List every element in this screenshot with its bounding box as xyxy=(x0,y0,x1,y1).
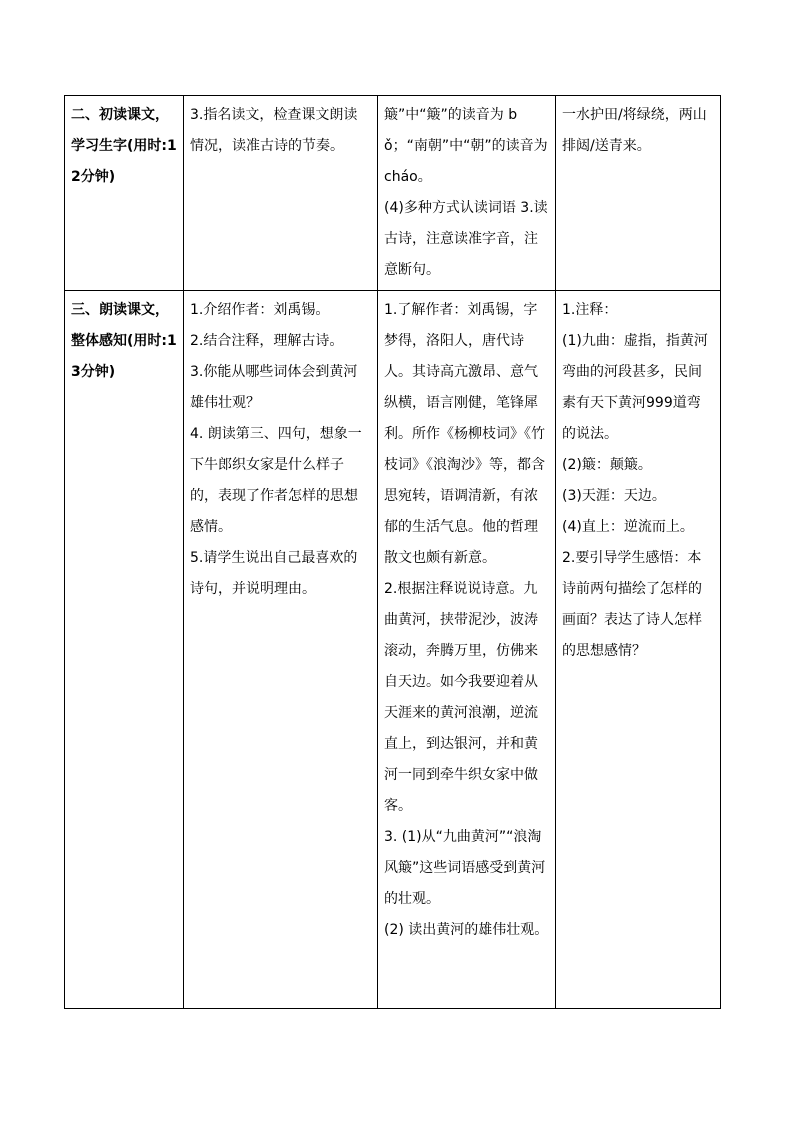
student-activity-cell xyxy=(378,96,556,291)
teacher-activity-cell xyxy=(184,291,378,1009)
student-activity-cell xyxy=(378,291,556,1009)
notes-cell xyxy=(556,291,721,1009)
teacher-activity-line: 4. 朗读第三、四句，想象一下牛郎织女家是什么样子的，表现了作者怎样的思想感情。 xyxy=(190,426,362,535)
teacher-activity-cell xyxy=(184,96,378,291)
student-activity-line: 3. (1)从“九曲黄河”“浪淘风簸”这些词语感受到黄河的壮观。 xyxy=(384,829,546,907)
student-activity-line: 2.根据注释说说诗意。九曲黄河，挟带泥沙，波涛滚动，奔腾万里，仿佛来自天边。如今我要迎着从天涯来的黄河浪潮，逆流直上，到达银河，并和黄河一同到牵牛织女家中做客。 xyxy=(384,581,538,814)
notes-line: 1.注释： xyxy=(562,302,618,318)
table-row xyxy=(65,291,721,1009)
lesson-plan-table xyxy=(64,95,721,1009)
notes-line: (2)簸：颠簸。 xyxy=(562,457,652,473)
notes-line: (3)天涯：天边。 xyxy=(562,488,666,504)
stage-cell: 三、朗读课文，整体感知(用时:13分钟) xyxy=(65,291,184,1009)
notes-cell xyxy=(556,96,721,291)
teacher-activity-line: 3.你能从哪些词体会到黄河雄伟壮观？ xyxy=(190,364,358,411)
student-activity-line: (2) 读出黄河的雄伟壮观。 xyxy=(384,922,549,938)
teacher-activity-line: 5.请学生说出自己最喜欢的诗句，并说明理由。 xyxy=(190,550,358,597)
notes-line: 一水护田/将绿绕，两山排闼/送青来。 xyxy=(562,107,707,154)
notes-line: (4)直上：逆流而上。 xyxy=(562,519,694,535)
notes-line: (1)九曲：虚指，指黄河弯曲的河段甚多，民间 素有天下黄河999道弯的说法。 xyxy=(562,333,708,442)
teacher-activity-line: 3.指名读文，检查课文朗读情况，读准古诗的节奏。 xyxy=(190,107,358,154)
student-activity-line: 簸”中“簸”的读音为 bǒ；“南朝”中“朝”的读音为 cháo。 xyxy=(384,107,548,185)
teacher-activity-line: 1.介绍作者：刘禹锡。 xyxy=(190,302,330,318)
notes-line: 2.要引导学生感悟：本诗前两句描绘了怎样的画面？表达了诗人怎样的思想感情？ xyxy=(562,550,702,659)
student-activity-line: (4)多种方式认读词语 3.读古诗，注意读准字音，注意断句。 xyxy=(384,200,548,278)
stage-cell: 二、初读课文，学习生字(用时:12分钟) xyxy=(65,96,184,291)
student-activity-line: 1.了解作者：刘禹锡，字梦得，洛阳人，唐代诗人。其诗高亢激昂、意气纵横，语言刚健，笔锋犀利。所作《杨柳枝词》《竹枝词》《浪淘沙》等，都含思宛转，语调清新，有浓郁的生活气息。他的哲理散文也颇有新意。 xyxy=(384,302,545,566)
teacher-activity-line: 2.结合注释，理解古诗。 xyxy=(190,333,344,349)
table-row xyxy=(65,96,721,291)
